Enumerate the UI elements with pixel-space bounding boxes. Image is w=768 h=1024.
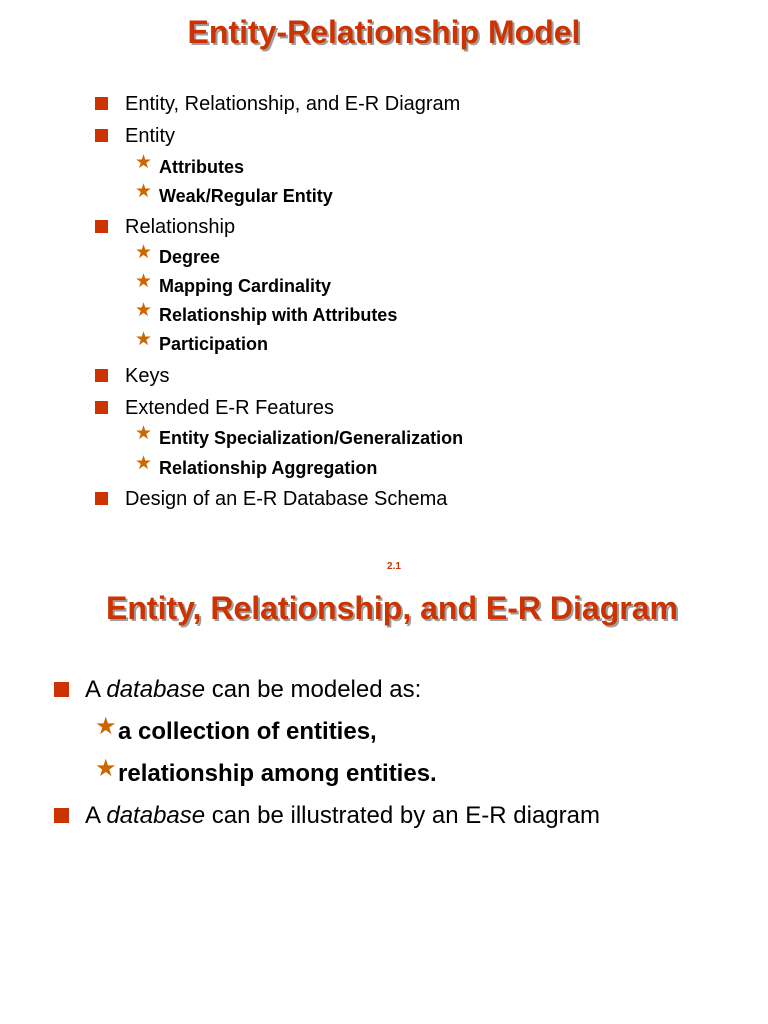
square-bullet-icon xyxy=(95,492,108,505)
star-bullet-icon: ★ xyxy=(95,755,117,782)
page-number: 2.1 xyxy=(387,561,401,572)
star-bullet-icon: ★ xyxy=(135,271,153,292)
square-bullet-icon xyxy=(95,369,108,382)
square-bullet-icon xyxy=(95,129,108,142)
star-bullet-icon: ★ xyxy=(135,181,153,202)
star-bullet-icon: ★ xyxy=(95,713,117,740)
square-bullet-icon xyxy=(54,682,69,697)
star-bullet-icon: ★ xyxy=(135,152,153,173)
star-bullet-icon: ★ xyxy=(135,453,153,474)
square-bullet-icon xyxy=(95,220,108,233)
square-bullet-icon xyxy=(95,97,108,110)
square-bullet-icon xyxy=(95,401,108,414)
slide1-title: Entity-Relationship Model xyxy=(187,14,581,50)
star-bullet-icon: ★ xyxy=(135,329,153,350)
square-bullet-icon xyxy=(54,808,69,823)
star-bullet-icon: ★ xyxy=(135,242,153,263)
slide2-title: Entity, Relationship, and E-R Diagram xyxy=(106,590,678,626)
star-bullet-icon: ★ xyxy=(135,423,153,444)
star-bullet-icon: ★ xyxy=(135,300,153,321)
